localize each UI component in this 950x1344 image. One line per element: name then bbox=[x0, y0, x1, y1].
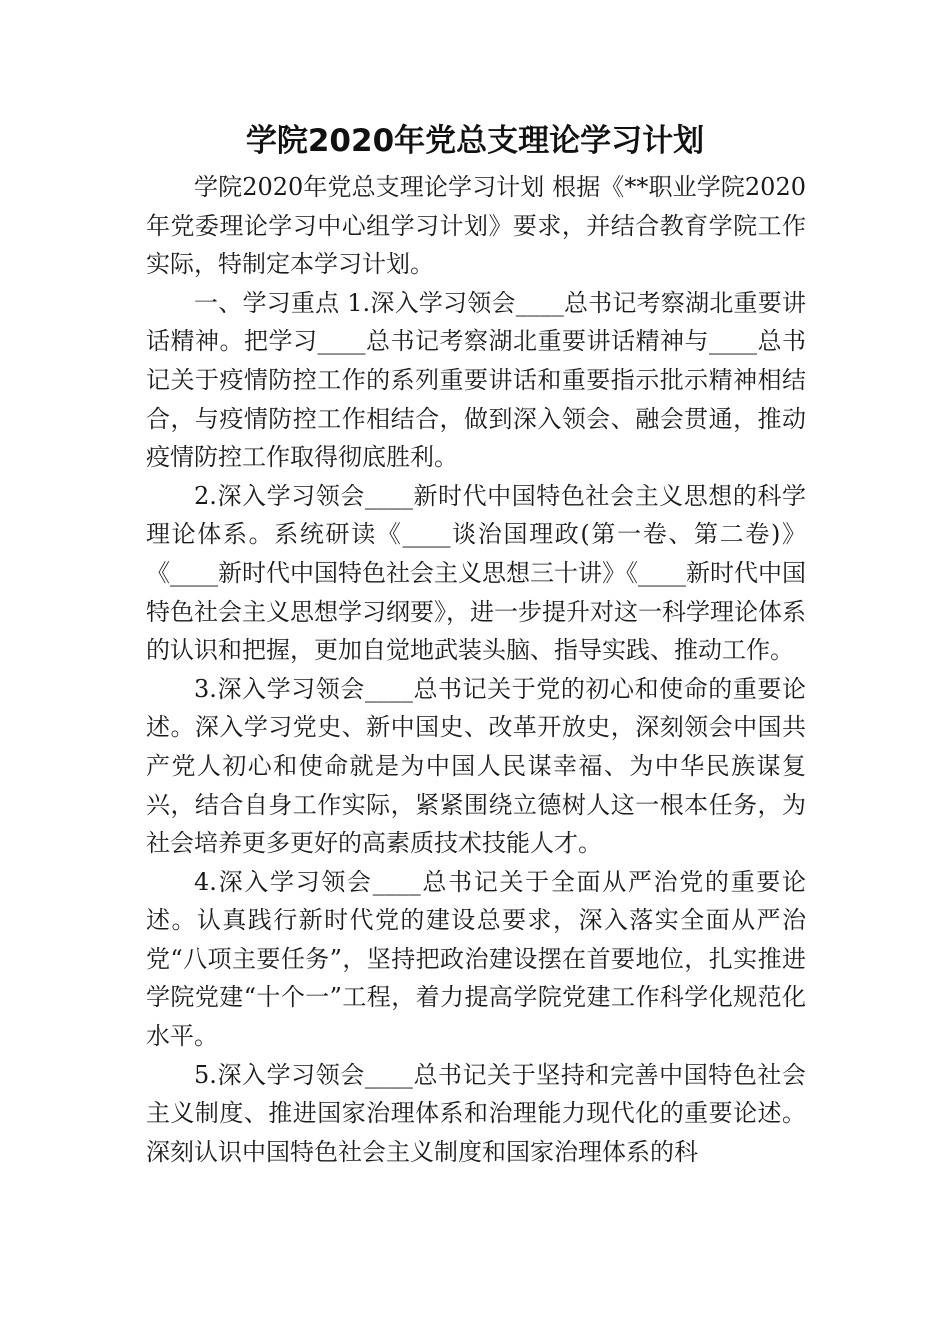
paragraph-item-1: 一、学习重点 1.深入学习领会____总书记考察湖北重要讲话精神。把学习____总书记考察湖北重要讲话精神与____总书记关于疫情防控工作的系列重要讲话和重要指示批示精神相结合，与疫情防控工作相结合，做到深入领会、融会贯通，推动疫情防控工作取得彻底胜利。 bbox=[146, 288, 806, 472]
paragraph-item-4: 4.深入学习领会____总书记关于全面从严治党的重要论述。认真践行新时代党的建设总要求，深入落实全面从严治党“八项主要任务”，坚持把政治建设摆在首要地位，扎实推进学院党建“十个一”工程，着力提高学院党建工作科学化规范化水平。 bbox=[146, 867, 806, 1051]
document-body bbox=[146, 168, 806, 1171]
paragraph-item-5: 5.深入学习领会____总书记关于坚持和完善中国特色社会主义制度、推进国家治理体系和治理能力现代化的重要论述。深刻认识中国特色社会主义制度和国家治理体系的科 bbox=[146, 1060, 806, 1166]
paragraph-intro: 学院2020年党总支理论学习计划 根据《**职业学院2020年党委理论学习中心组学习计划》要求，并结合教育学院工作实际，特制定本学习计划。 bbox=[146, 173, 806, 279]
paragraph-item-3: 3.深入学习领会____总书记关于党的初心和使命的重要论述。深入学习党史、新中国史、改革开放史，深刻领会中国共产党人初心和使命就是为中国人民谋幸福、为中华民族谋复兴，结合自身工作实际，紧紧围绕立德树人这一根本任务，为社会培养更多更好的高素质技术技能人才。 bbox=[146, 674, 806, 858]
paragraph-item-2: 2.深入学习领会____新时代中国特色社会主义思想的科学理论体系。系统研读《____谈治国理政(第一卷、第二卷)》《____新时代中国特色社会主义思想三十讲》《____新时代中国特色社会主义思想学习纲要》，进一步提升对这一科学理论体系的认识和把握，更加自觉地武装头脑、指导实践、推动工作。 bbox=[146, 481, 806, 665]
document-title: 学院2020年党总支理论学习计划 bbox=[245, 123, 705, 159]
